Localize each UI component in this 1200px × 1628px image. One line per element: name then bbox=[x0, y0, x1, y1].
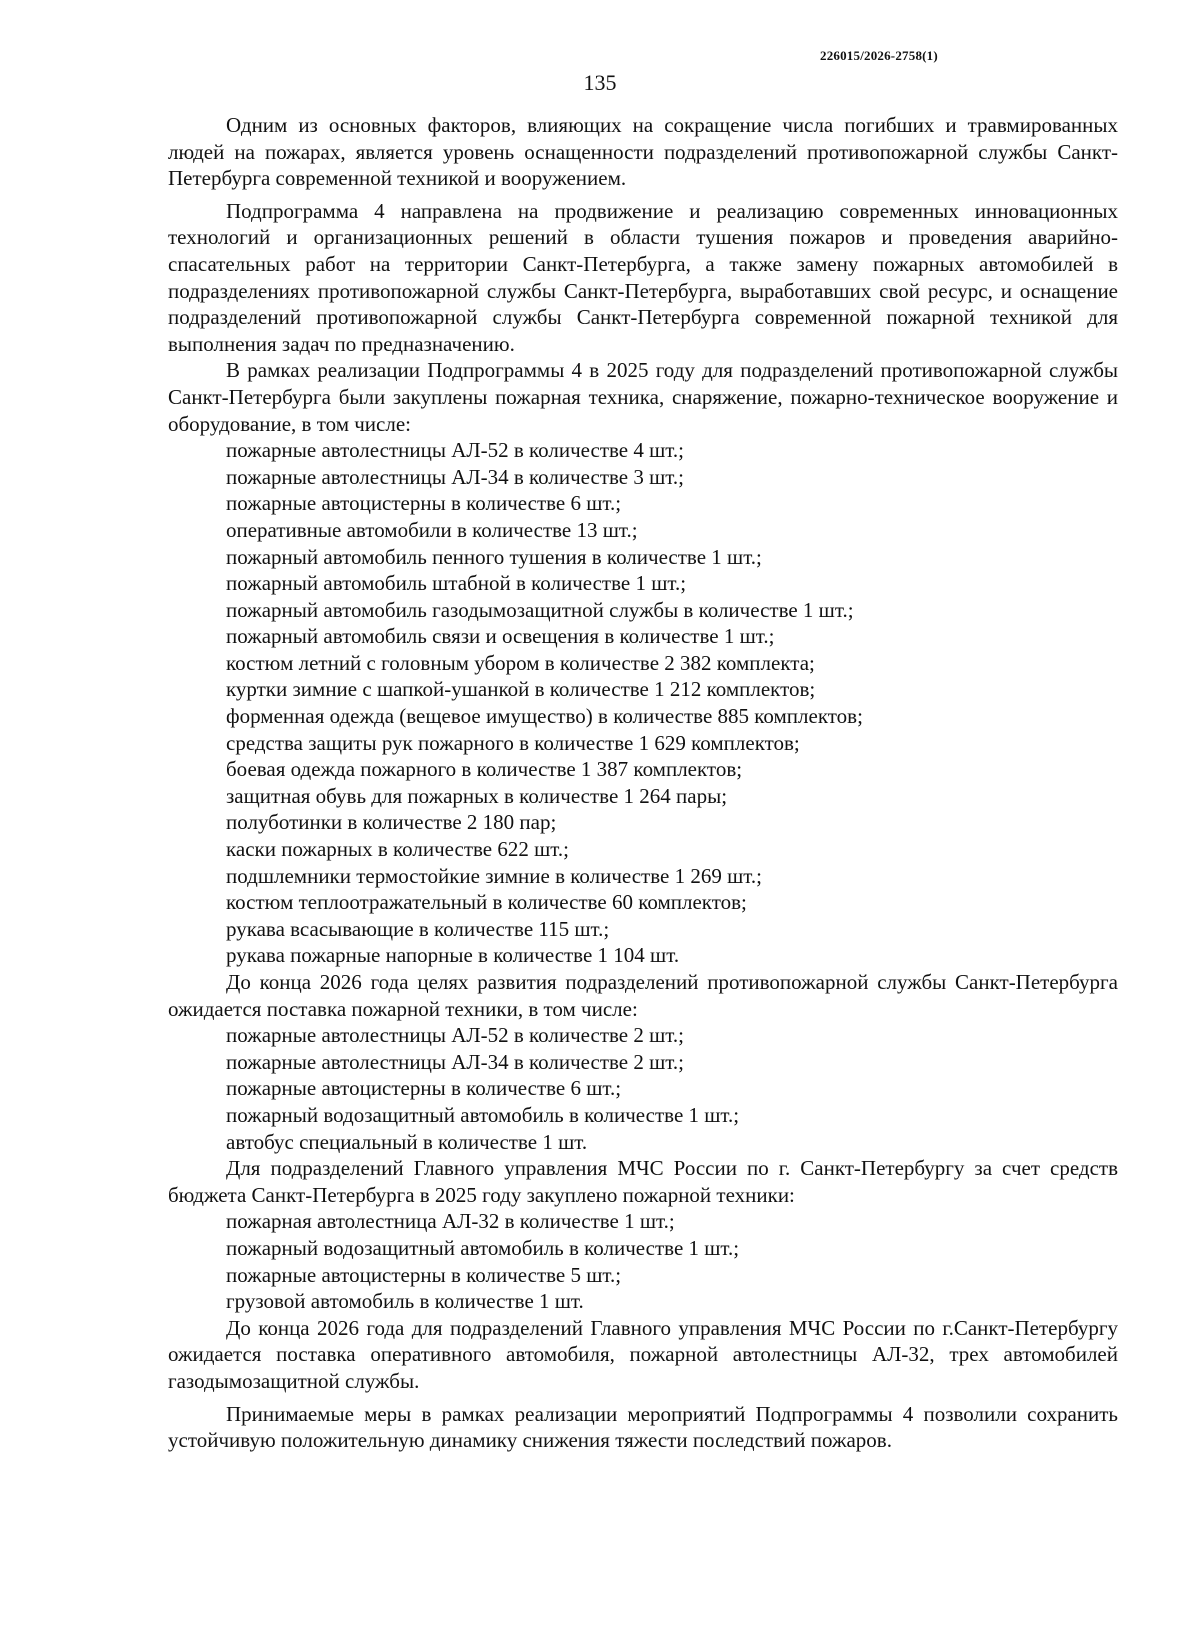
list-item: средства защиты рук пожарного в количестве 1 629 комплектов; bbox=[226, 730, 800, 755]
paragraph-purchases-2025: В рамках реализации Подпрограммы 4 в 2025 году для подразделений противопожарной службы Санкт-Петербурга были закуплены пожарная техника, снаряжение, пожарно-техническое вооружение и оборудование, в том числе: bbox=[168, 358, 1118, 436]
list-item: пожарные автоцистерны в количестве 6 шт.; bbox=[226, 491, 622, 516]
list-item: защитная обувь для пожарных в количестве 1 264 пары; bbox=[226, 783, 728, 808]
purchased-items-list bbox=[168, 437, 1118, 969]
paragraph-expected-2026: До конца 2026 года целях развития подразделений противопожарной службы Санкт-Петербурга ожидается поставка пожарной техники, в том числе: bbox=[168, 970, 1118, 1021]
list-item: каски пожарных в количестве 622 шт.; bbox=[226, 837, 569, 862]
paragraph-subprogram-goals: Подпрограмма 4 направлена на продвижение и реализацию современных инновационных технологий и организационных решений в области тушения пожаров и проведения аварийно-спасательных работ на территории Санкт-Петербурга, а также замену пожарных автомобилей в подразделениях противопожарной службы Санкт-Петербурга, выработавших свой ресурс, и оснащение подразделений противопожарной службы Санкт-Петербурга современной пожарной техникой для выполнения задач по предназначению. bbox=[168, 198, 1118, 356]
paragraph-mchs-purchases: Для подразделений Главного управления МЧС России по г. Санкт-Петербургу за счет средств бюджета Санкт-Петербурга в 2025 году закуплено пожарной техники: bbox=[168, 1156, 1118, 1207]
list-item: пожарный автомобиль штабной в количестве 1 шт.; bbox=[226, 571, 687, 596]
list-item: пожарные автолестницы АЛ-34 в количестве 2 шт.; bbox=[226, 1049, 684, 1074]
list-item: грузовой автомобиль в количестве 1 шт. bbox=[226, 1289, 584, 1314]
mchs-items-list bbox=[168, 1208, 1118, 1314]
list-item: рукава пожарные напорные в количестве 1 104 шт. bbox=[226, 943, 680, 968]
list-item: форменная одежда (вещевое имущество) в количестве 885 комплектов; bbox=[226, 704, 863, 729]
list-item: пожарная автолестница АЛ-32 в количестве 1 шт.; bbox=[226, 1209, 675, 1234]
list-item: боевая одежда пожарного в количестве 1 387 комплектов; bbox=[226, 757, 743, 782]
document-body bbox=[168, 112, 1118, 1454]
paragraph-equipment-factors: Одним из основных факторов, влияющих на сокращение числа погибших и травмированных людей на пожарах, является уровень оснащенности подразделений противопожарной службы Санкт-Петербурга современной техникой и вооружением. bbox=[168, 113, 1118, 191]
list-item: пожарный автомобиль пенного тушения в количестве 1 шт.; bbox=[226, 544, 762, 569]
list-item: оперативные автомобили в количестве 13 шт.; bbox=[226, 517, 638, 542]
expected-items-list bbox=[168, 1022, 1118, 1155]
list-item: пожарный водозащитный автомобиль в количестве 1 шт.; bbox=[226, 1102, 740, 1127]
list-item: полуботинки в количестве 2 180 пар; bbox=[226, 810, 557, 835]
page-number: 135 bbox=[583, 70, 617, 95]
list-item: подшлемники термостойкие зимние в количестве 1 269 шт.; bbox=[226, 863, 762, 888]
list-item: пожарные автолестницы АЛ-52 в количестве 4 шт.; bbox=[226, 438, 684, 463]
list-item: костюм теплоотражательный в количестве 60 комплектов; bbox=[226, 890, 747, 915]
list-item: пожарные автоцистерны в количестве 6 шт.; bbox=[226, 1076, 622, 1101]
list-item: пожарный автомобиль газодымозащитной службы в количестве 1 шт.; bbox=[226, 597, 854, 622]
list-item: куртки зимние с шапкой-ушанкой в количестве 1 212 комплектов; bbox=[226, 677, 816, 702]
list-item: пожарный автомобиль связи и освещения в количестве 1 шт.; bbox=[226, 624, 775, 649]
paragraph-conclusion: Принимаемые меры в рамках реализации мероприятий Подпрограммы 4 позволили сохранить устойчивую положительную динамику снижения тяжести последствий пожаров. bbox=[168, 1401, 1118, 1453]
paragraph-mchs-expected: До конца 2026 года для подразделений Главного управления МЧС России по г.Санкт-Петербургу ожидается поставка оперативного автомобиля, пожарной автолестницы АЛ-32, трех автомобилей газодымозащитной службы. bbox=[168, 1315, 1118, 1393]
list-item: рукава всасывающие в количестве 115 шт.; bbox=[226, 916, 610, 941]
list-item: пожарные автолестницы АЛ-52 в количестве 2 шт.; bbox=[226, 1023, 684, 1048]
list-item: костюм летний с головным убором в количестве 2 382 комплекта; bbox=[226, 650, 815, 675]
list-item: автобус специальный в количестве 1 шт. bbox=[226, 1129, 588, 1154]
list-item: пожарные автоцистерны в количестве 5 шт.; bbox=[226, 1262, 622, 1287]
list-item: пожарный водозащитный автомобиль в количестве 1 шт.; bbox=[226, 1235, 740, 1260]
document-registration-number: 226015/2026-2758(1) bbox=[820, 48, 938, 63]
list-item: пожарные автолестницы АЛ-34 в количестве 3 шт.; bbox=[226, 464, 684, 489]
